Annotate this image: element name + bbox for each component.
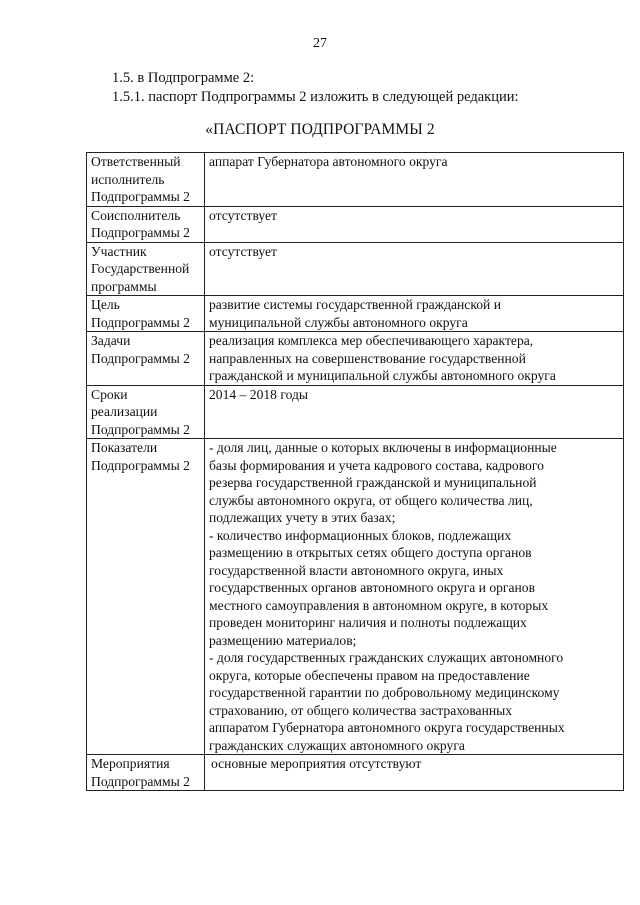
- instruction-text: 1.5.1. паспорт Подпрограммы 2 изложить в следующей редакции:: [112, 89, 519, 105]
- passport-title: «ПАСПОРТ ПОДПРОГРАММЫ 2: [205, 121, 435, 138]
- row-label: Участник Государственной программы: [87, 242, 205, 296]
- row-label: Задачи Подпрограммы 2: [87, 332, 205, 386]
- section-heading: 1.5. в Подпрограмме 2:: [112, 70, 255, 86]
- table-row: [87, 206, 624, 242]
- row-value: аппарат Губернатора автономного округа: [205, 153, 624, 207]
- page-number: 27: [313, 36, 327, 51]
- row-value: основные мероприятия отсутствуют: [205, 755, 624, 791]
- table-row: [87, 439, 624, 755]
- row-label: Показатели Подпрограммы 2: [87, 439, 205, 755]
- row-value: отсутствует: [205, 206, 624, 242]
- row-value: реализация комплекса мер обеспечивающего характера, направленных на совершенствование государственной гражданской и муниципальной службы автономного округа: [205, 332, 624, 386]
- table-row: [87, 755, 624, 791]
- table-row: [87, 242, 624, 296]
- row-value: - доля лиц, данные о которых включены в информационные базы формирования и учета кадрового состава, кадрового резерва государственной гражданской и муниципальной службы автономного округа, от общего количества лиц, подлежащих учету в этих базах; - количество информационных блоков, подлежащих размещению в открытых сетях общего доступа органов государственной власти автономного округа, иных государственных органов автономного округа и органов местного самоуправления в автономном округе, в которых проведен мониторинг наличия и полноты подлежащих размещению материалов; - доля государственных гражданских служащих автономного округа, которые обеспечены правом на предоставление государственной гарантии по добровольному медицинскому страхованию, от общего количества застрахованных аппаратом Губернатора автономного округа государственных гражданских служащих автономного округа: [205, 439, 624, 755]
- row-value: отсутствует: [205, 242, 624, 296]
- row-value: развитие системы государственной гражданской и муниципальной службы автономного округа: [205, 296, 624, 332]
- row-label: Ответственный исполнитель Подпрограммы 2: [87, 153, 205, 207]
- table-row: [87, 385, 624, 439]
- table-row: [87, 296, 624, 332]
- row-label: Соисполнитель Подпрограммы 2: [87, 206, 205, 242]
- table-row: [87, 332, 624, 386]
- row-value: 2014 – 2018 годы: [205, 385, 624, 439]
- row-label: Мероприятия Подпрограммы 2: [87, 755, 205, 791]
- row-label: Цель Подпрограммы 2: [87, 296, 205, 332]
- row-label: Сроки реализации Подпрограммы 2: [87, 385, 205, 439]
- table-row: [87, 153, 624, 207]
- passport-table: [86, 152, 624, 791]
